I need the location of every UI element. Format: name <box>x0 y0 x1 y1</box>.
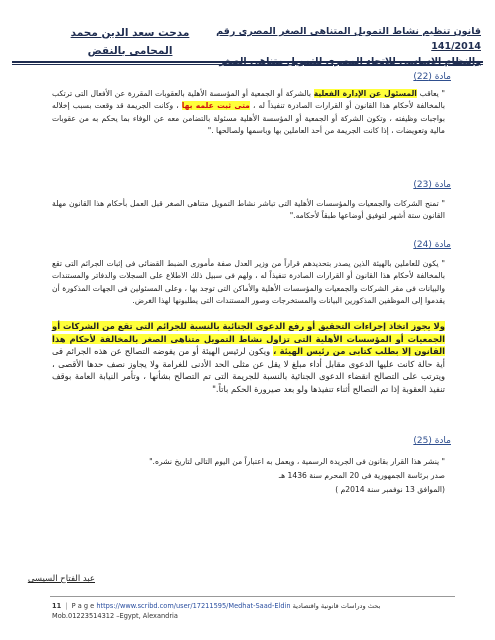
footer-line-1: 11 | P a g e https://www.scribd.com/user/17211595/Medhat-Saad-Eldin بحث ودراسات قانونية واقتصادية <box>52 602 381 610</box>
law-title-line2: والنظام الاساسى للاتحاد المصرى للتمويل متناهى الصغر <box>219 56 481 67</box>
article-25-date: (الموافق 13 نوفمبر سنة 2014م ) <box>335 485 445 494</box>
header-rule <box>12 61 483 63</box>
author-name: مدحت سعد الدين محمد <box>70 27 190 39</box>
article-25-title: مادة (25) <box>413 436 451 446</box>
article-22-text-e: ، وكانت الجريمة قد وقعت بسبب إخلاله بواجبات وظيفته ، وتكون الشركة أو الجمعية أو المؤسسة الأهلية مسئولة بالتضامن معه عن الوفاء بما يحكم به من عقوبات مالية وتعويضات ، إذا كانت الجريمة من أحد العاملين بها وباسمها ولصالحها ." <box>52 101 445 136</box>
article-24-text-2 <box>52 320 445 396</box>
article-22-highlight-knowledge: متى ثبت علمه بها <box>181 101 250 111</box>
article-25-text: " ينشر هذا القرار بقانون فى الجريدة الرسمية ، ويعمل به اعتباراً من اليوم التالى لتاريخ نشره." <box>149 457 445 466</box>
page-footer <box>52 601 455 621</box>
article-24-text-rest: ويكون لرئيس الهيئة أو من يفوضه التصالح عن هذه الجرائم فى أية حالة كانت عليها الدعوى مقابل أداء مبلغ لا يقل عن مثلى الحد الأدنى للغرامة ولا يجاوز نصف حدها الأقصى ، ويترتب على التصالح انقضاء الدعوى الجنائية بالنسبة للجريمة التى تم التصالح بشأنها ، وتأمر النيابة العامة بوقف تنفيذ العقوبة إذا تم التصالح أثناء تنفيذها ولو بعد صيرورة الحكم باتاً." <box>52 346 445 394</box>
article-22-highlight-responsible: المسئول عن الإدارة الفعلية <box>313 89 417 98</box>
article-22-text-a: " يعاقب <box>416 89 445 98</box>
article-22-text <box>52 88 445 138</box>
article-24-title: مادة (24) <box>413 240 451 250</box>
law-title-line1: قانون تنظيم نشاط التمويل المتناهى الصغر المصرى رقم 141/2014 <box>216 26 481 52</box>
scribd-link[interactable]: https://www.scribd.com/user/17211595/Medhat-Saad-Eldin <box>96 602 291 610</box>
footer-contact: Mob.01223514312 –Egypt, Alexandria <box>52 612 178 620</box>
article-25-issued: صدر برئاسة الجمهورية فى 20 المحرم سنة 1436 هـ <box>278 471 445 480</box>
page-label: P a g e <box>71 602 95 610</box>
signature: عبد الفتاح السيسى <box>27 574 95 584</box>
article-22-text-c: بالشركة أو الجمعية أو المؤسسة الأهلية بالعقوبات المقررة عن الأفعال التى ترتكب بالمخالفة لأحكام هذا القانون أو القرارات الصادرة تنفيذاً له ، <box>52 89 445 111</box>
article-24-text: " يكون للعاملين بالهيئة الذين يصدر بتحديدهم قراراً من وزير العدل صفة مأمورى الضبط القضائى فى إثبات الجرائم التى تقع بالمخالفة لأحكام هذا القانون أو القرارات الصادرة تنفيذاً له ، ولهم فى سبيل ذلك الاطلاع على السجلات والدفاتر والمستندات والبيانات فى مقر الشركات والجمعيات والمؤسسات الأهلية والأماكن التى توجد بها ، وعلى المسئولين فى الجهات المذكورة أن يقدموا إلى الموظفين المذكورين البيانات والمستخرجات وصور المستندات التى يطلبونها لهذا الغرض. <box>52 259 445 306</box>
header-rule-thin <box>12 64 483 65</box>
author-block <box>70 24 190 60</box>
article-22-title: مادة (22) <box>413 72 451 82</box>
article-24-highlight: ولا يجوز اتخاذ إجراءات التحقيق أو رفع الدعوى الجنائية بالنسبة للجرائم التى تقع من الشركات أو الجمعيات أو المؤسسات الأهلية التى تزاول نشاط التمويل متناهى الصغر بالمخالفة لأحكام هذا القانون إلا بطلب كتابى من رئيس الهيئة ، <box>52 321 445 357</box>
footer-rule <box>50 596 455 597</box>
page-number: 11 <box>52 602 62 610</box>
article-23-text: " تمنح الشركات والجمعيات والمؤسسات الأهلية التى تباشر نشاط التمويل متناهى الصغر قبل العمل بأحكام هذا القانون مهلة القانون ستة أشهر لتوفيق أوضاعها طبقاً لأحكامه." <box>52 199 445 221</box>
footer-caption: بحث ودراسات قانونية واقتصادية <box>292 602 381 610</box>
author-title: المحامى بالنقض <box>87 45 173 57</box>
article-23-title: مادة (23) <box>413 180 451 190</box>
